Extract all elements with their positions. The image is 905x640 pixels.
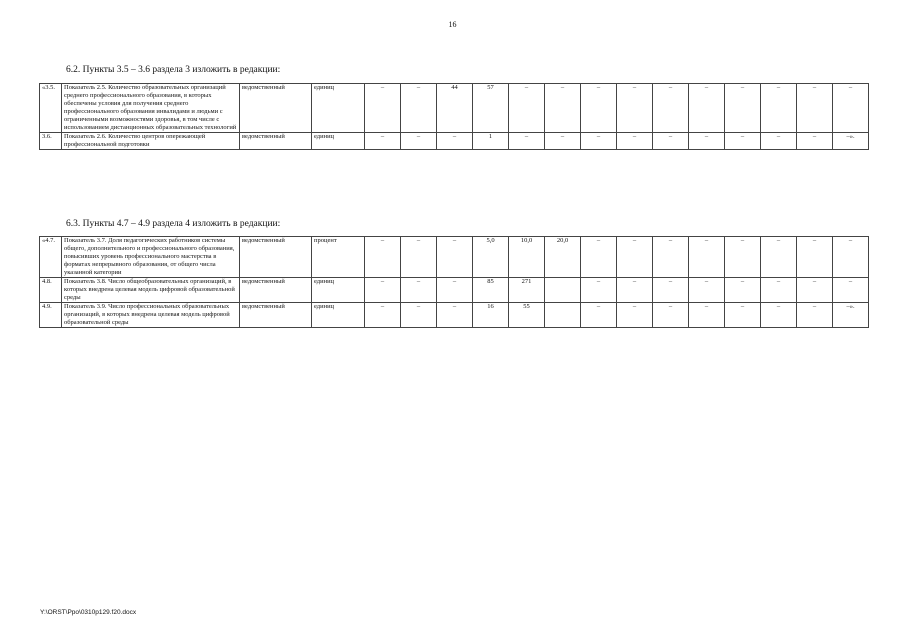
section-heading-6-3: 6.3. Пункты 4.7 – 4.9 раздела 4 изложить в редакции: xyxy=(66,219,281,229)
value-cell: – xyxy=(581,84,617,133)
unit-cell: единиц xyxy=(312,278,365,303)
indicator-name-cell: Показатель 2.5. Количество образовательных организаций среднего профессионального образования, в которых обеспечены условия для получения среднего профессионального образования инвалидами и людьми с ограниченными возможностями здоровья, в том числе с использованием дистанционных образовательных технологий xyxy=(62,84,240,133)
section-heading-6-2: 6.2. Пункты 3.5 – 3.6 раздела 3 изложить в редакции: xyxy=(66,65,281,75)
value-cell: – xyxy=(617,133,653,150)
page-number: 16 xyxy=(448,20,457,29)
value-cell: – xyxy=(437,237,473,278)
value-cell: – xyxy=(797,84,833,133)
value-cell: – xyxy=(797,303,833,328)
indicator-type-cell: ведомственный xyxy=(240,84,312,133)
unit-cell: процент xyxy=(312,237,365,278)
value-cell: – xyxy=(401,84,437,133)
value-cell: – xyxy=(761,303,797,328)
value-cell: – xyxy=(761,133,797,150)
value-cell: – xyxy=(653,133,689,150)
indicator-name-cell: Показатель 3.9. Число профессиональных образовательных организаций, в которых внедрена целевая модель цифровой образовательной среды xyxy=(62,303,240,328)
row-number-cell: «3.5. xyxy=(40,84,62,133)
value-cell: – xyxy=(725,133,761,150)
row-number-cell: 4.8. xyxy=(40,278,62,303)
value-cell: – xyxy=(653,278,689,303)
value-cell: – xyxy=(833,278,869,303)
value-cell: – xyxy=(689,133,725,150)
value-cell: – xyxy=(689,303,725,328)
value-cell: 55 xyxy=(509,303,545,328)
value-cell: –». xyxy=(833,303,869,328)
value-cell: – xyxy=(725,237,761,278)
value-cell: 20,0 xyxy=(545,237,581,278)
value-cell: – xyxy=(617,237,653,278)
value-cell: – xyxy=(725,303,761,328)
value-cell: 16 xyxy=(473,303,509,328)
indicators-table-section-4 xyxy=(39,236,869,328)
value-cell: 57 xyxy=(473,84,509,133)
value-cell: – xyxy=(797,237,833,278)
value-cell: – xyxy=(617,84,653,133)
value-cell: – xyxy=(545,133,581,150)
value-cell: – xyxy=(617,278,653,303)
value-cell: – xyxy=(401,303,437,328)
value-cell: – xyxy=(725,278,761,303)
value-cell: – xyxy=(509,84,545,133)
indicator-type-cell: ведомственный xyxy=(240,133,312,150)
value-cell: – xyxy=(365,133,401,150)
table-row xyxy=(40,303,869,328)
value-cell: – xyxy=(689,237,725,278)
indicator-type-cell: ведомственный xyxy=(240,303,312,328)
value-cell: 44 xyxy=(437,84,473,133)
value-cell: – xyxy=(365,84,401,133)
value-cell: 271 xyxy=(509,278,545,303)
value-cell: – xyxy=(401,237,437,278)
value-cell: – xyxy=(797,278,833,303)
value-cell: –». xyxy=(833,133,869,150)
value-cell: – xyxy=(617,303,653,328)
value-cell xyxy=(545,303,581,328)
indicator-type-cell: ведомственный xyxy=(240,237,312,278)
indicator-name-cell: Показатель 3.7. Доля педагогических работников системы общего, дополнительного и профессионального образования, повысивших уровень профессионального мастерства в форматах непрерывного образования, от общего числа указанной категории xyxy=(62,237,240,278)
value-cell: – xyxy=(725,84,761,133)
value-cell: – xyxy=(545,84,581,133)
value-cell: 1 xyxy=(473,133,509,150)
document-file-path: Y:\ORST\Ppo\0310p129.f20.docx xyxy=(40,609,137,616)
value-cell: – xyxy=(761,237,797,278)
unit-cell: единиц xyxy=(312,133,365,150)
value-cell: – xyxy=(437,278,473,303)
value-cell: – xyxy=(365,237,401,278)
unit-cell: единиц xyxy=(312,303,365,328)
value-cell: – xyxy=(761,278,797,303)
value-cell: – xyxy=(581,278,617,303)
value-cell: 10,0 xyxy=(509,237,545,278)
value-cell: – xyxy=(581,237,617,278)
value-cell: – xyxy=(653,84,689,133)
value-cell xyxy=(545,278,581,303)
value-cell: – xyxy=(797,133,833,150)
value-cell: – xyxy=(437,133,473,150)
row-number-cell: 4.9. xyxy=(40,303,62,328)
value-cell: – xyxy=(401,133,437,150)
table-row xyxy=(40,278,869,303)
indicator-type-cell: ведомственный xyxy=(240,278,312,303)
value-cell: – xyxy=(653,237,689,278)
value-cell: – xyxy=(437,303,473,328)
value-cell: – xyxy=(365,303,401,328)
value-cell: – xyxy=(689,278,725,303)
value-cell: – xyxy=(581,133,617,150)
value-cell: – xyxy=(833,84,869,133)
indicators-table-section-3 xyxy=(39,83,869,150)
value-cell: – xyxy=(581,303,617,328)
value-cell: – xyxy=(833,237,869,278)
value-cell: – xyxy=(365,278,401,303)
unit-cell: единиц xyxy=(312,84,365,133)
value-cell: – xyxy=(653,303,689,328)
table-row xyxy=(40,133,869,150)
value-cell: – xyxy=(509,133,545,150)
value-cell: 5,0 xyxy=(473,237,509,278)
value-cell: – xyxy=(689,84,725,133)
value-cell: – xyxy=(761,84,797,133)
table-row xyxy=(40,84,869,133)
indicator-name-cell: Показатель 3.8. Число общеобразовательных организаций, в которых внедрена целевая модель цифровой образовательной среды xyxy=(62,278,240,303)
indicator-name-cell: Показатель 2.6. Количество центров опережающей профессиональной подготовки xyxy=(62,133,240,150)
value-cell: – xyxy=(401,278,437,303)
value-cell: 85 xyxy=(473,278,509,303)
table-row xyxy=(40,237,869,278)
row-number-cell: 3.6. xyxy=(40,133,62,150)
row-number-cell: «4.7. xyxy=(40,237,62,278)
